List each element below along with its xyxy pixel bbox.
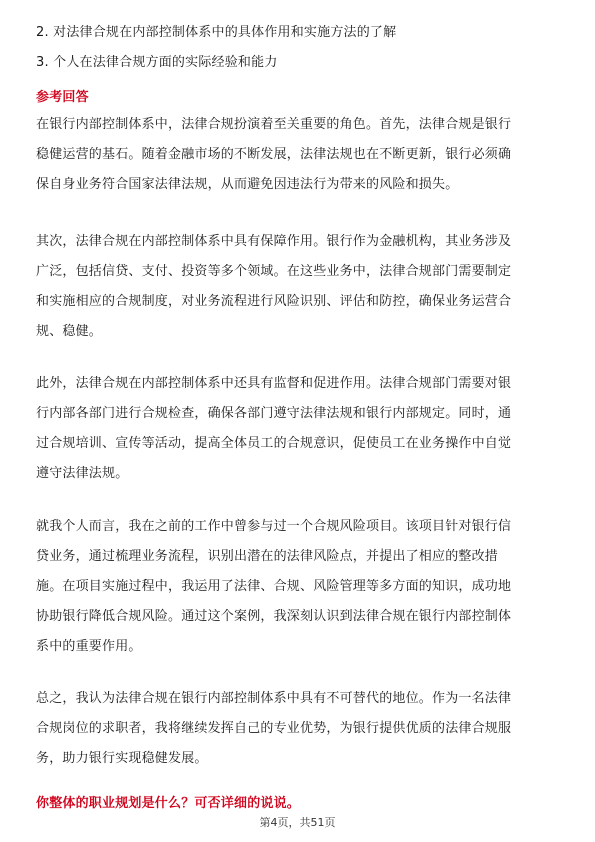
paragraph-line: 系中的重要作用。: [36, 639, 142, 654]
paragraph-line: 就我个人而言，我在之前的工作中曾参与过一个合规风险项目。该项目针对银行信: [36, 519, 512, 534]
paragraph-line: 总之，我认为法律合规在银行内部控制体系中具有不可替代的地位。作为一名法律: [36, 691, 512, 706]
paragraph-line: 务，助力银行实现稳健发展。: [36, 751, 208, 766]
paragraph-line: 稳健运营的基石。随着金融市场的不断发展，法律法规也在不断更新，银行必须确: [36, 147, 512, 162]
paragraph-line: 和实施相应的合规制度，对业务流程进行风险识别、评估和防控，确保业务运营合: [36, 294, 512, 309]
page-number-footer: 第4页，共51页: [259, 816, 336, 829]
paragraph-line: 协助银行降低合规风险。通过这个案例，我深刻认识到法律合规在银行内部控制体: [36, 609, 512, 624]
paragraph-line: 贷业务，通过梳理业务流程，识别出潜在的法律风险点，并提出了相应的整改措: [36, 549, 499, 564]
question-item-2: 2. 对法律合规在内部控制体系中的具体作用和实施方法的了解: [36, 25, 397, 40]
next-question: 你整体的职业规划是什么？可否详细的说说。: [36, 796, 301, 811]
paragraph-line: 其次，法律合规在内部控制体系中具有保障作用。银行作为金融机构，其业务涉及: [36, 234, 512, 249]
question-item-3: 3. 个人在法律合规方面的实际经验和能力: [36, 55, 278, 70]
paragraph-line: 保自身业务符合国家法律法规，从而避免因违法行为带来的风险和损失。: [36, 177, 459, 192]
paragraph-line: 过合规培训、宣传等活动，提高全体员工的合规意识，促使员工在业务操作中自觉: [36, 436, 512, 451]
paragraph-line: 规、稳健。: [36, 324, 103, 339]
paragraph-line: 在银行内部控制体系中，法律合规扮演着至关重要的角色。首先，法律合规是银行: [36, 117, 512, 132]
paragraph-line: 行内部各部门进行合规检查，确保各部门遵守法律法规和银行内部规定。同时，通: [36, 406, 512, 421]
paragraph-line: 遵守法律法规。: [36, 466, 129, 481]
paragraph-line: 施。在项目实施过程中，我运用了法律、合规、风险管理等多方面的知识，成功地: [36, 579, 512, 594]
paragraph-line: 广泛，包括信贷、支付、投资等多个领域。在这些业务中，法律合规部门需要制定: [36, 264, 512, 279]
paragraph-line: 合规岗位的求职者，我将继续发挥自己的专业优势，为银行提供优质的法律合规服: [36, 721, 512, 736]
paragraph-line: 此外，法律合规在内部控制体系中还具有监督和促进作用。法律合规部门需要对银: [36, 376, 512, 391]
answer-heading: 参考回答: [36, 90, 89, 105]
